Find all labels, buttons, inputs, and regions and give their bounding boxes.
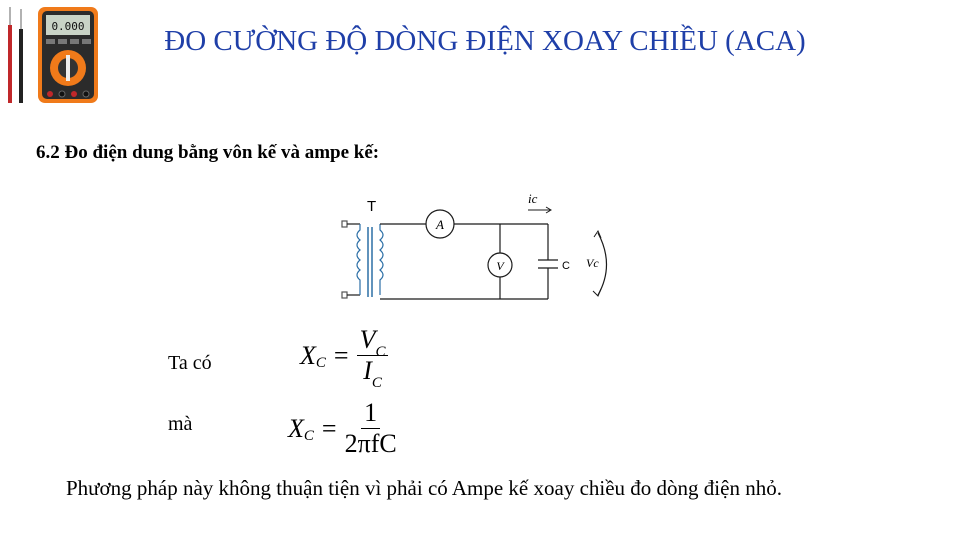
formula1-fraction: [357, 325, 389, 391]
multimeter-display-value: 0.000: [51, 20, 85, 33]
ammeter-label: A: [436, 217, 444, 232]
multimeter-image: [6, 5, 102, 105]
probe-black: [19, 29, 23, 103]
formula2-fraction: [345, 398, 397, 459]
formula2-lhs-sub: C: [303, 428, 314, 444]
section-heading: 6.2 Đo điện dung bằng vôn kế và ampe kế:: [36, 142, 380, 163]
formula1-equals: =: [333, 340, 349, 370]
heading-mask: [36, 168, 960, 169]
formula-xc-frequency: [288, 398, 397, 459]
formula2-num: 1: [361, 398, 380, 429]
formula2-lhs: X: [288, 413, 304, 443]
transformer-secondary: [380, 224, 383, 295]
formula1-lhs-sub: C: [315, 355, 326, 371]
page-title: ĐO CƯỜNG ĐỘ DÒNG ĐIỆN XOAY CHIỀU (ACA): [164, 25, 806, 57]
footer-note: Phương pháp này không thuận tiện vì phải có Ampe kế xoay chiều đo dòng điện nhỏ.: [66, 476, 782, 500]
formula1-lhs: X: [300, 340, 316, 370]
circuit-diagram: [330, 185, 630, 310]
current-label: ic: [528, 191, 538, 206]
capacitor-label: C: [562, 260, 570, 272]
voltage-arrow: [598, 233, 607, 295]
formula-xc-ratio: [300, 325, 388, 391]
probe-red: [8, 25, 12, 103]
ta-co-label: Ta có: [168, 352, 212, 374]
formula1-num: V: [359, 325, 376, 354]
voltage-label: Vc: [586, 256, 599, 270]
transformer-primary: [357, 224, 360, 295]
transformer-label: T: [367, 198, 377, 215]
formula1-den-sub: C: [371, 375, 382, 391]
ma-label: mà: [168, 413, 193, 435]
voltmeter-label: V: [496, 259, 504, 273]
formula2-den: 2πfC: [344, 429, 397, 458]
formula1-num-sub: C: [375, 344, 386, 360]
formula1-den: I: [363, 356, 372, 385]
formula2-equals: =: [321, 413, 337, 443]
